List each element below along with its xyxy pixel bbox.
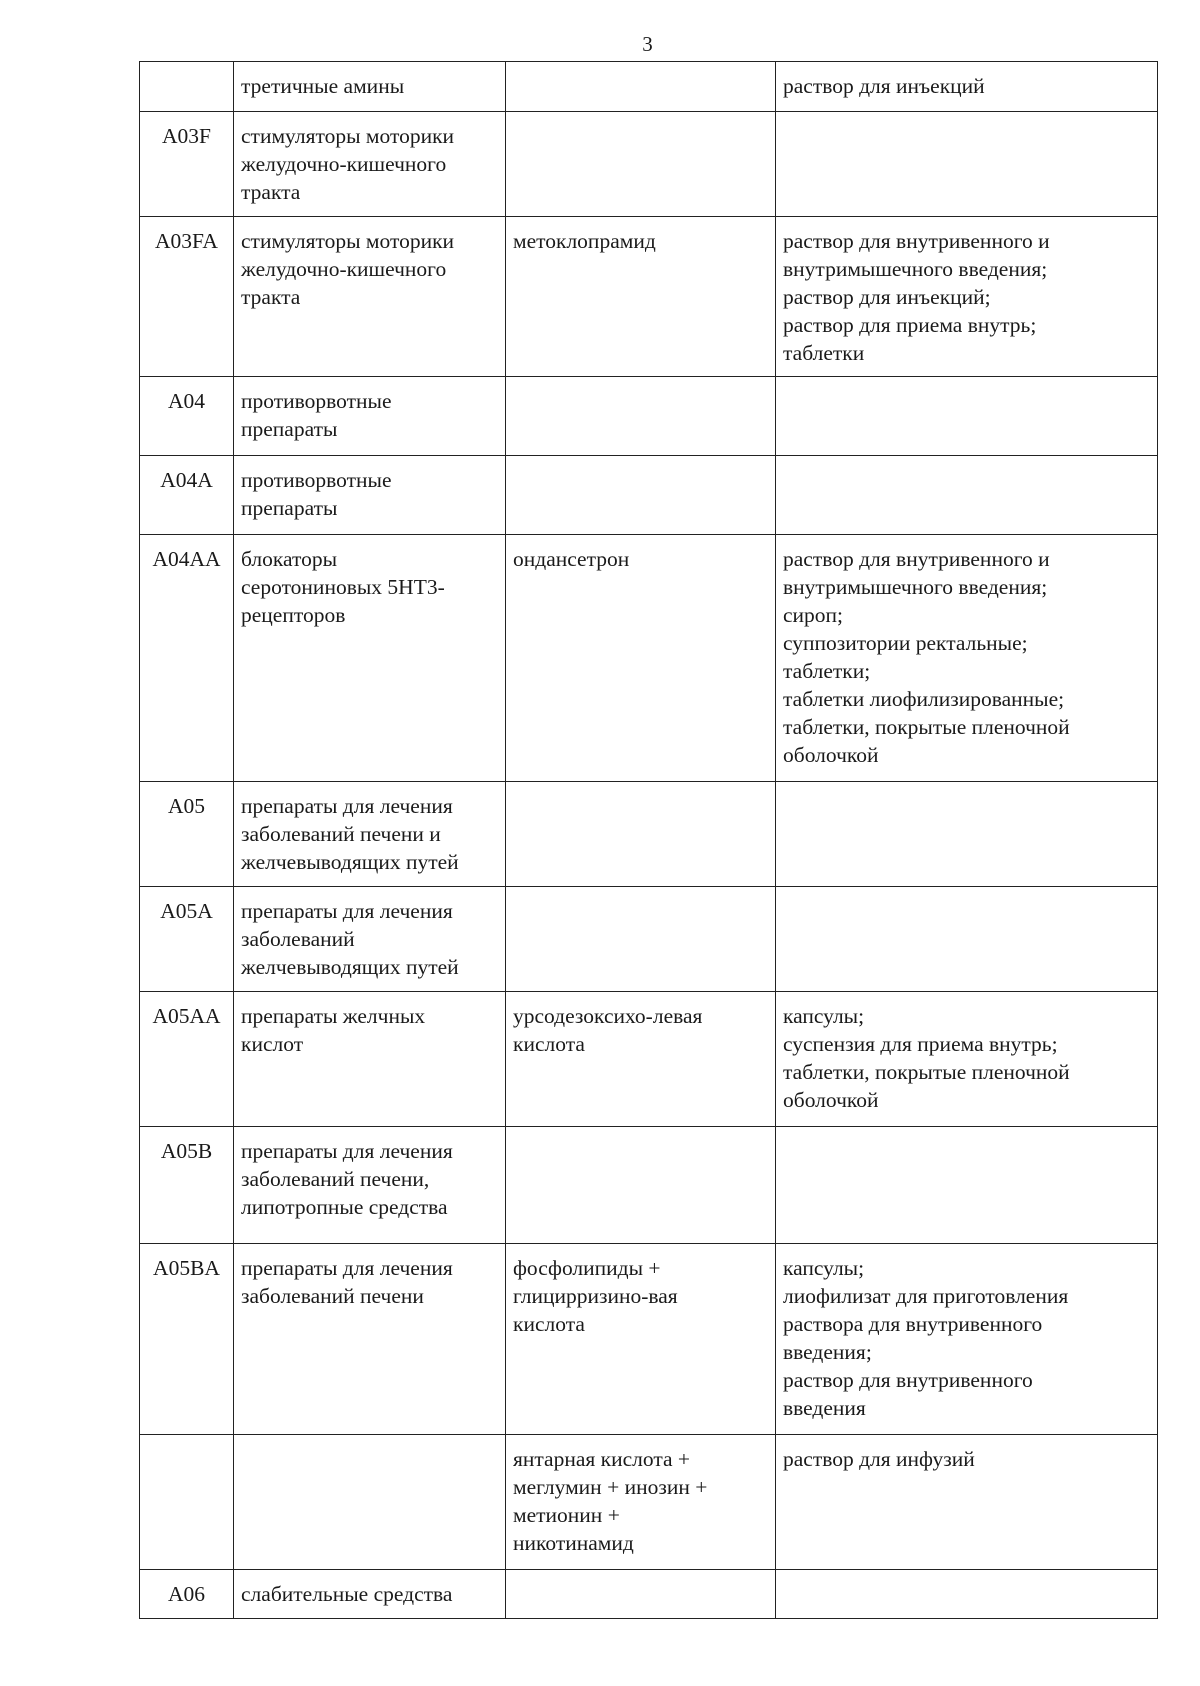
forms-line: таблетки [783, 341, 865, 365]
dosage-forms-cell [776, 1127, 1158, 1244]
atc-drug-table [139, 61, 1158, 1619]
group-line: заболеваний печени, [241, 1167, 430, 1191]
dosage-forms-cell [776, 62, 1158, 112]
substance-cell [506, 62, 776, 112]
substance-cell [506, 377, 776, 456]
group-line: серотониновых 5HT3- [241, 575, 445, 599]
substance-line: кислота [513, 1312, 585, 1336]
forms-line: раствор для инфузий [783, 1447, 975, 1471]
group-line: препараты желчных [241, 1004, 426, 1028]
group-name-cell [234, 887, 506, 992]
table-body [140, 62, 1158, 1619]
group-line: препараты [241, 417, 338, 441]
substance-line: метоклопрамид [513, 229, 656, 253]
atc-code: A05A [160, 899, 213, 923]
dosage-forms-cell [776, 456, 1158, 535]
group-name-cell [234, 992, 506, 1127]
dosage-forms-cell [776, 377, 1158, 456]
group-name-cell [234, 1570, 506, 1619]
table-row [140, 377, 1158, 456]
atc-code-cell [140, 217, 234, 377]
forms-line: капсулы; [783, 1004, 865, 1028]
atc-code-cell [140, 1127, 234, 1244]
substance-line: никотинамид [513, 1531, 634, 1555]
substance-line: метионин + [513, 1503, 620, 1527]
forms-line: оболочкой [783, 743, 879, 767]
atc-code: A05AA [152, 1004, 221, 1028]
dosage-forms-cell [776, 1244, 1158, 1435]
group-line: заболеваний [241, 927, 355, 951]
atc-code-cell [140, 377, 234, 456]
group-line: противорвотные [241, 389, 392, 413]
atc-code-cell [140, 535, 234, 782]
dosage-forms-cell [776, 992, 1158, 1127]
group-line: препараты для лечения [241, 794, 453, 818]
table-row [140, 1127, 1158, 1244]
atc-code-cell [140, 1244, 234, 1435]
forms-line: капсулы; [783, 1256, 865, 1280]
group-line: желчевыводящих путей [241, 850, 459, 874]
group-line: третичные амины [241, 74, 405, 98]
group-line: противорвотные [241, 468, 392, 492]
group-line: препараты [241, 496, 338, 520]
table-row [140, 535, 1158, 782]
substance-cell [506, 887, 776, 992]
atc-code-cell [140, 782, 234, 887]
dosage-forms-cell [776, 887, 1158, 992]
group-name-cell [234, 377, 506, 456]
group-name-cell [234, 1244, 506, 1435]
forms-line: сироп; [783, 603, 844, 627]
forms-line: лиофилизат для приготовления [783, 1284, 1069, 1308]
atc-code: A06 [167, 1582, 206, 1606]
group-line: кислот [241, 1032, 304, 1056]
substance-cell [506, 535, 776, 782]
group-name-cell [234, 1127, 506, 1244]
group-name-cell [234, 217, 506, 377]
forms-line: суппозитории ректальные; [783, 631, 1028, 655]
atc-code: A04A [160, 468, 213, 492]
atc-code-cell [140, 62, 234, 112]
substance-cell [506, 217, 776, 377]
table-row [140, 1435, 1158, 1570]
substance-line: кислота [513, 1032, 585, 1056]
atc-code: A05B [160, 1139, 213, 1163]
atc-code: A04 [167, 389, 206, 413]
forms-line: оболочкой [783, 1088, 879, 1112]
group-name-cell [234, 535, 506, 782]
atc-code-cell [140, 456, 234, 535]
atc-code-cell [140, 1435, 234, 1570]
substance-line: урсодезоксихо-левая [513, 1004, 703, 1028]
forms-line: раствор для инъекций [783, 74, 985, 98]
substance-cell [506, 1435, 776, 1570]
atc-code: A05 [167, 794, 206, 818]
group-line: препараты для лечения [241, 1256, 453, 1280]
atc-code-cell [140, 887, 234, 992]
group-name-cell [234, 62, 506, 112]
forms-line: раствора для внутривенного [783, 1312, 1043, 1336]
substance-line: ондансетрон [513, 547, 630, 571]
forms-line: таблетки лиофилизированные; [783, 687, 1065, 711]
forms-line: введения; [783, 1340, 872, 1364]
forms-line: раствор для внутривенного и [783, 229, 1050, 253]
table-row [140, 1570, 1158, 1619]
atc-code-cell [140, 992, 234, 1127]
dosage-forms-cell [776, 1435, 1158, 1570]
dosage-forms-cell [776, 535, 1158, 782]
table-row [140, 112, 1158, 217]
forms-line: раствор для инъекций; [783, 285, 991, 309]
group-line: тракта [241, 180, 301, 204]
group-line: стимуляторы моторики [241, 124, 455, 148]
substance-cell [506, 456, 776, 535]
group-line: препараты для лечения [241, 899, 453, 923]
group-line: блокаторы [241, 547, 338, 571]
substance-cell [506, 1127, 776, 1244]
table-row [140, 217, 1158, 377]
forms-line: таблетки, покрытые пленочной [783, 1060, 1070, 1084]
table-row [140, 62, 1158, 112]
forms-line: суспензия для приема внутрь; [783, 1032, 1058, 1056]
atc-code-cell [140, 112, 234, 217]
substance-line: глицирризино-вая [513, 1284, 678, 1308]
table-row [140, 887, 1158, 992]
group-line: заболеваний печени [241, 1284, 424, 1308]
group-line: стимуляторы моторики [241, 229, 455, 253]
atc-code-cell [140, 1570, 234, 1619]
substance-line: меглумин + инозин + [513, 1475, 708, 1499]
forms-line: раствор для внутривенного и [783, 547, 1050, 571]
group-line: желудочно-кишечного [241, 257, 447, 281]
atc-code: A03F [162, 124, 211, 148]
atc-code: A03FA [155, 229, 218, 253]
forms-line: таблетки; [783, 659, 871, 683]
forms-line: раствор для приема внутрь; [783, 313, 1037, 337]
group-line: желчевыводящих путей [241, 955, 459, 979]
table-row [140, 1244, 1158, 1435]
forms-line: введения [783, 1396, 866, 1420]
substance-line: янтарная кислота + [513, 1447, 691, 1471]
table-row [140, 456, 1158, 535]
group-line: заболеваний печени и [241, 822, 441, 846]
group-line: препараты для лечения [241, 1139, 453, 1163]
group-name-cell [234, 782, 506, 887]
substance-cell [506, 112, 776, 217]
page-number: 3 [642, 32, 653, 56]
dosage-forms-cell [776, 217, 1158, 377]
substance-cell [506, 992, 776, 1127]
group-name-cell [234, 112, 506, 217]
substance-cell [506, 1244, 776, 1435]
substance-cell [506, 782, 776, 887]
group-name-cell [234, 1435, 506, 1570]
group-line: липотропные средства [241, 1195, 448, 1219]
dosage-forms-cell [776, 112, 1158, 217]
group-line: рецепторов [241, 603, 346, 627]
forms-line: внутримышечного введения; [783, 257, 1048, 281]
group-line: тракта [241, 285, 301, 309]
group-name-cell [234, 456, 506, 535]
substance-line: фосфолипиды + [513, 1256, 661, 1280]
table-row [140, 782, 1158, 887]
atc-code: A05BA [153, 1256, 220, 1280]
forms-line: таблетки, покрытые пленочной [783, 715, 1070, 739]
group-line: слабительные средства [241, 1582, 453, 1606]
dosage-forms-cell [776, 1570, 1158, 1619]
substance-cell [506, 1570, 776, 1619]
table-row [140, 992, 1158, 1127]
forms-line: внутримышечного введения; [783, 575, 1048, 599]
forms-line: раствор для внутривенного [783, 1368, 1033, 1392]
atc-code: A04AA [152, 547, 221, 571]
group-line: желудочно-кишечного [241, 152, 447, 176]
dosage-forms-cell [776, 782, 1158, 887]
